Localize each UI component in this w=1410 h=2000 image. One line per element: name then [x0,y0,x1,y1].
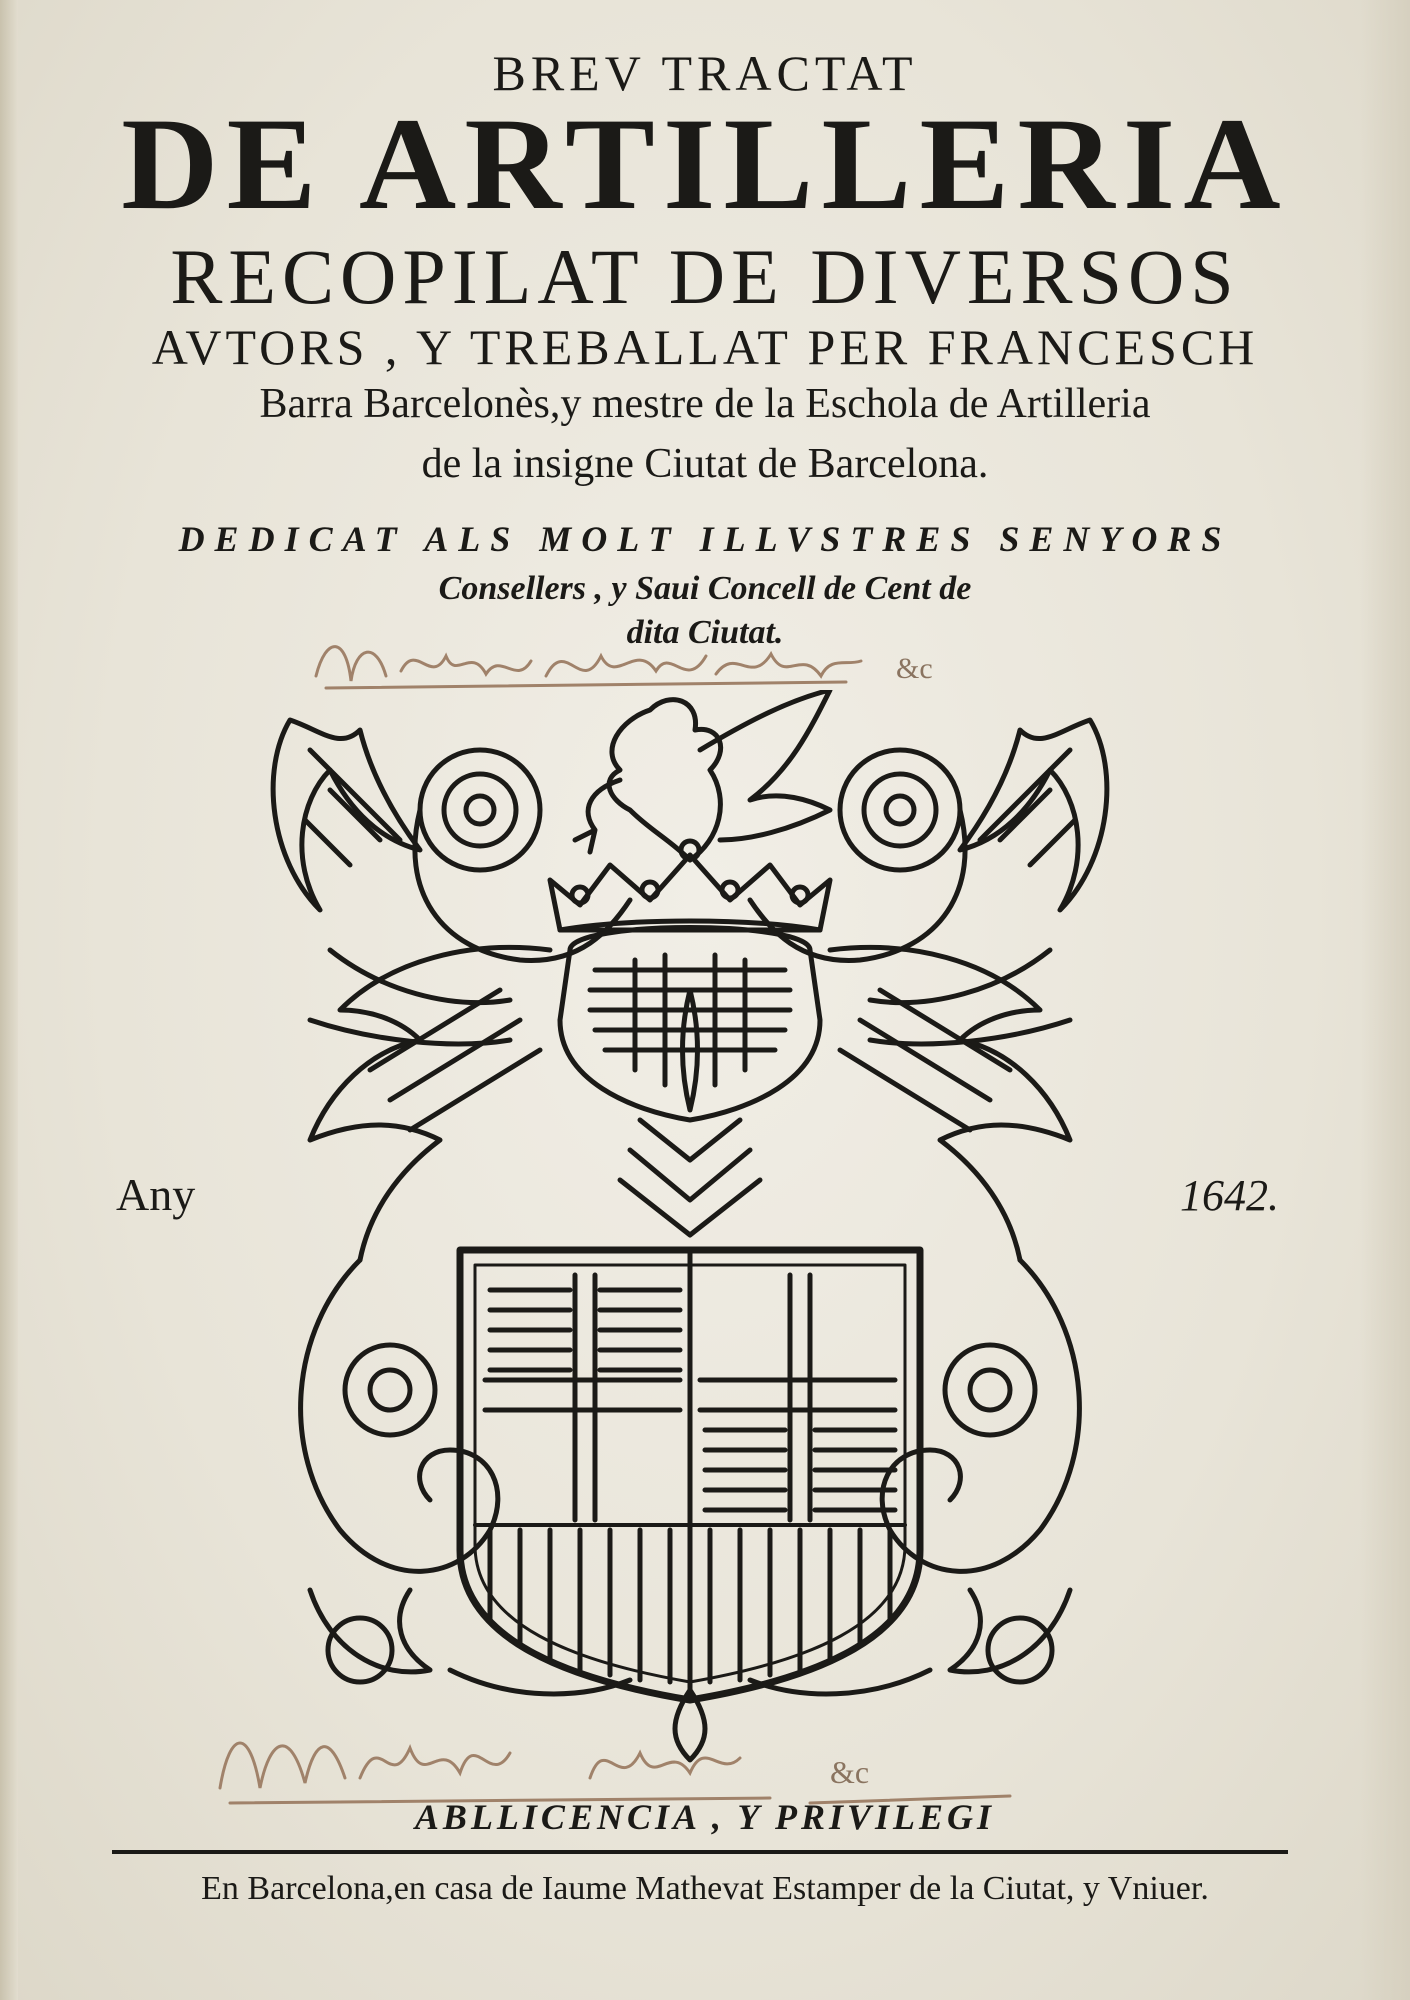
coat-of-arms-woodcut [250,690,1130,1770]
dedication-line-2: Consellers , y Saui Concell de Cent de [438,570,972,607]
main-title: DE ARTILLERIA [121,90,1289,237]
license-line: ABLLICENCIA , Y PRIVILEGI [414,1797,996,1837]
imprint-rule [112,1850,1288,1854]
dedication-line-3: dita Ciutat. [626,614,784,651]
imprint-line: En Barcelona,en casa de Iaume Mathevat Estamper de la Ciutat, y Vniuer. [201,1870,1209,1907]
title-line-brev-tractat: BREV TRACTAT [492,45,918,101]
subtitle-recopilat: RECOPILAT DE DIVERSOS [170,233,1240,320]
publication-year: 1642. [1180,1171,1279,1220]
subtitle-autors: AVTORS , Y TREBALLAT PER FRANCESCH [151,319,1259,375]
author-line: Barra Barcelonès,y mestre de la Eschola de Artilleria [259,381,1151,427]
manuscript-etc-upper: &c [896,652,933,685]
manuscript-etc-lower: &c [830,1754,870,1790]
year-label: Any [116,1169,196,1220]
dedication-line-1: DEDICAT ALS MOLT ILLVSTRES SENYORS [178,519,1232,559]
author-city-line: de la insigne Ciutat de Barcelona. [421,441,989,487]
